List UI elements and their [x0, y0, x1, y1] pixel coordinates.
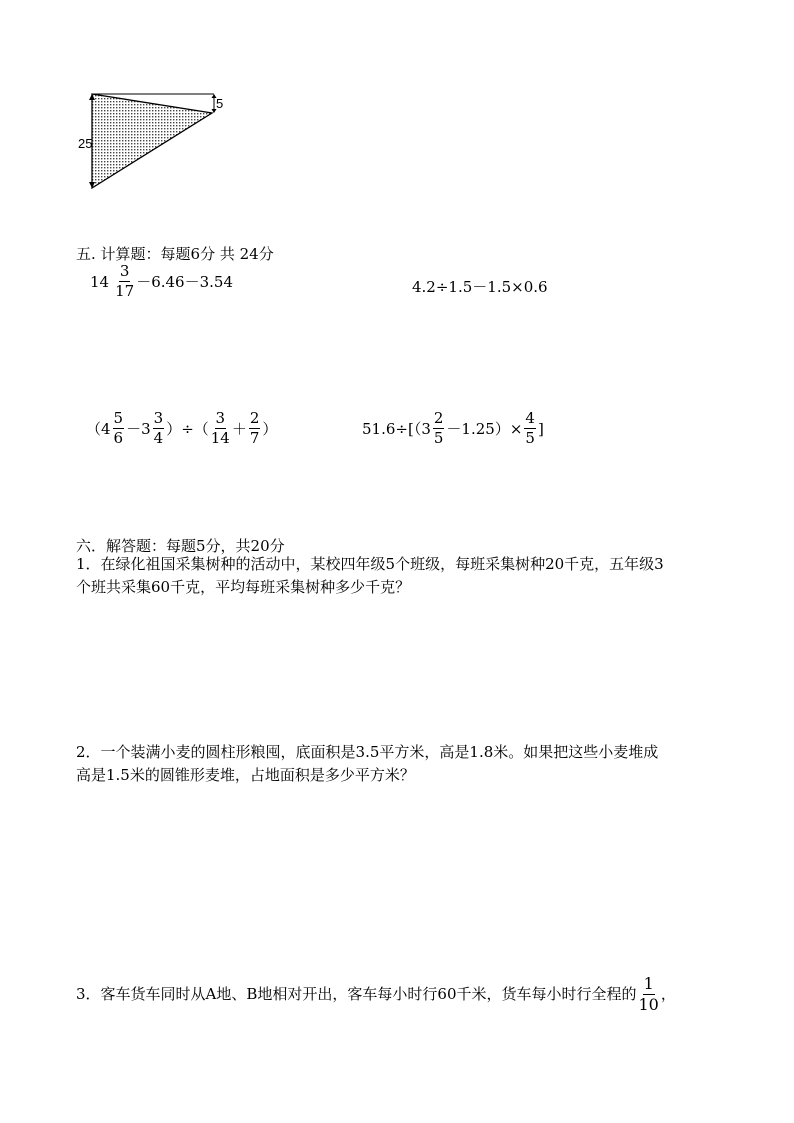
- p3-plus: ＋: [231, 420, 247, 438]
- left-label: 25: [78, 136, 93, 151]
- q1-line-2: 个班共采集60千克，平均每班采集树种多少千克？: [76, 578, 411, 596]
- p3-div: ）÷（: [166, 420, 209, 438]
- p4-close: ]: [537, 419, 544, 438]
- p4-mid: －1.25）×: [446, 420, 523, 438]
- section5-heading: 五. 计算题：每题6分 共 24分: [76, 245, 274, 263]
- p4-start: 51.6÷[（3: [362, 420, 431, 438]
- p3-f2-den: 4: [153, 429, 164, 447]
- p4-fraction-2: [524, 411, 536, 446]
- q3-tail: ，: [660, 985, 676, 1003]
- q3-num: 1: [643, 974, 654, 993]
- p3-f1-num: 5: [113, 409, 124, 427]
- question-1: [76, 553, 664, 599]
- p1-fraction: [115, 264, 134, 299]
- question-2: [76, 741, 658, 787]
- calc-problem-4: [362, 411, 544, 446]
- q3-fraction: [639, 976, 659, 1013]
- p4-f1-den: 5: [433, 429, 444, 447]
- calc-problem-3: [86, 411, 277, 446]
- p3-open: （4: [86, 420, 111, 438]
- p1-num: 3: [119, 262, 130, 280]
- p4-f2-den: 5: [525, 429, 535, 447]
- p3-f3-den: 14: [210, 429, 230, 447]
- p1-whole: 14: [90, 272, 110, 291]
- p4-fraction-1: [433, 411, 445, 446]
- calc-problem-2: 4.2÷1.5－1.5×0.6: [412, 278, 548, 296]
- p3-f3-num: 3: [215, 409, 226, 427]
- p3-fraction-4: [249, 411, 261, 446]
- calc-problem-1: [90, 264, 233, 299]
- p3-close: ）: [262, 420, 278, 438]
- p1-rest: －6.46－3.54: [136, 273, 233, 291]
- p3-f4-den: 7: [249, 429, 260, 447]
- right-label: 5: [216, 96, 224, 111]
- p3-fraction-3: [211, 411, 230, 446]
- question-3: [76, 976, 676, 1013]
- q2-line-2: 高是1.5米的圆锥形麦堆，占地面积是多少平方米？: [76, 766, 415, 784]
- p3-fraction-2: [153, 411, 165, 446]
- p3-f2-num: 3: [153, 409, 164, 427]
- shaded-triangle: [92, 94, 212, 188]
- p4-f1-num: 2: [433, 409, 444, 427]
- p1-den: 17: [115, 282, 135, 300]
- p3-f4-num: 2: [249, 409, 260, 427]
- q2-line-1: 2．一个装满小麦的圆柱形粮囤，底面积是3.5平方米，高是1.8米。如果把这些小麦堆成: [76, 743, 659, 761]
- p4-f2-num: 4: [525, 409, 535, 427]
- q3-den: 10: [638, 995, 659, 1014]
- q1-line-1: 1．在绿化祖国采集树种的活动中，某校四年级5个班级，每班采集树种20千克，五年级3: [76, 555, 664, 573]
- q3-text: 3．客车货车同时从A地、B地相对开出，客车每小时行60千米，货车每小时行全程的: [76, 985, 637, 1003]
- p3-fraction-1: [113, 411, 125, 446]
- p3-mid: －3: [126, 420, 151, 438]
- triangle-figure: [74, 86, 234, 196]
- p3-f1-den: 6: [113, 429, 124, 447]
- section6-heading: 六．解答题：每题5分，共20分: [76, 537, 285, 555]
